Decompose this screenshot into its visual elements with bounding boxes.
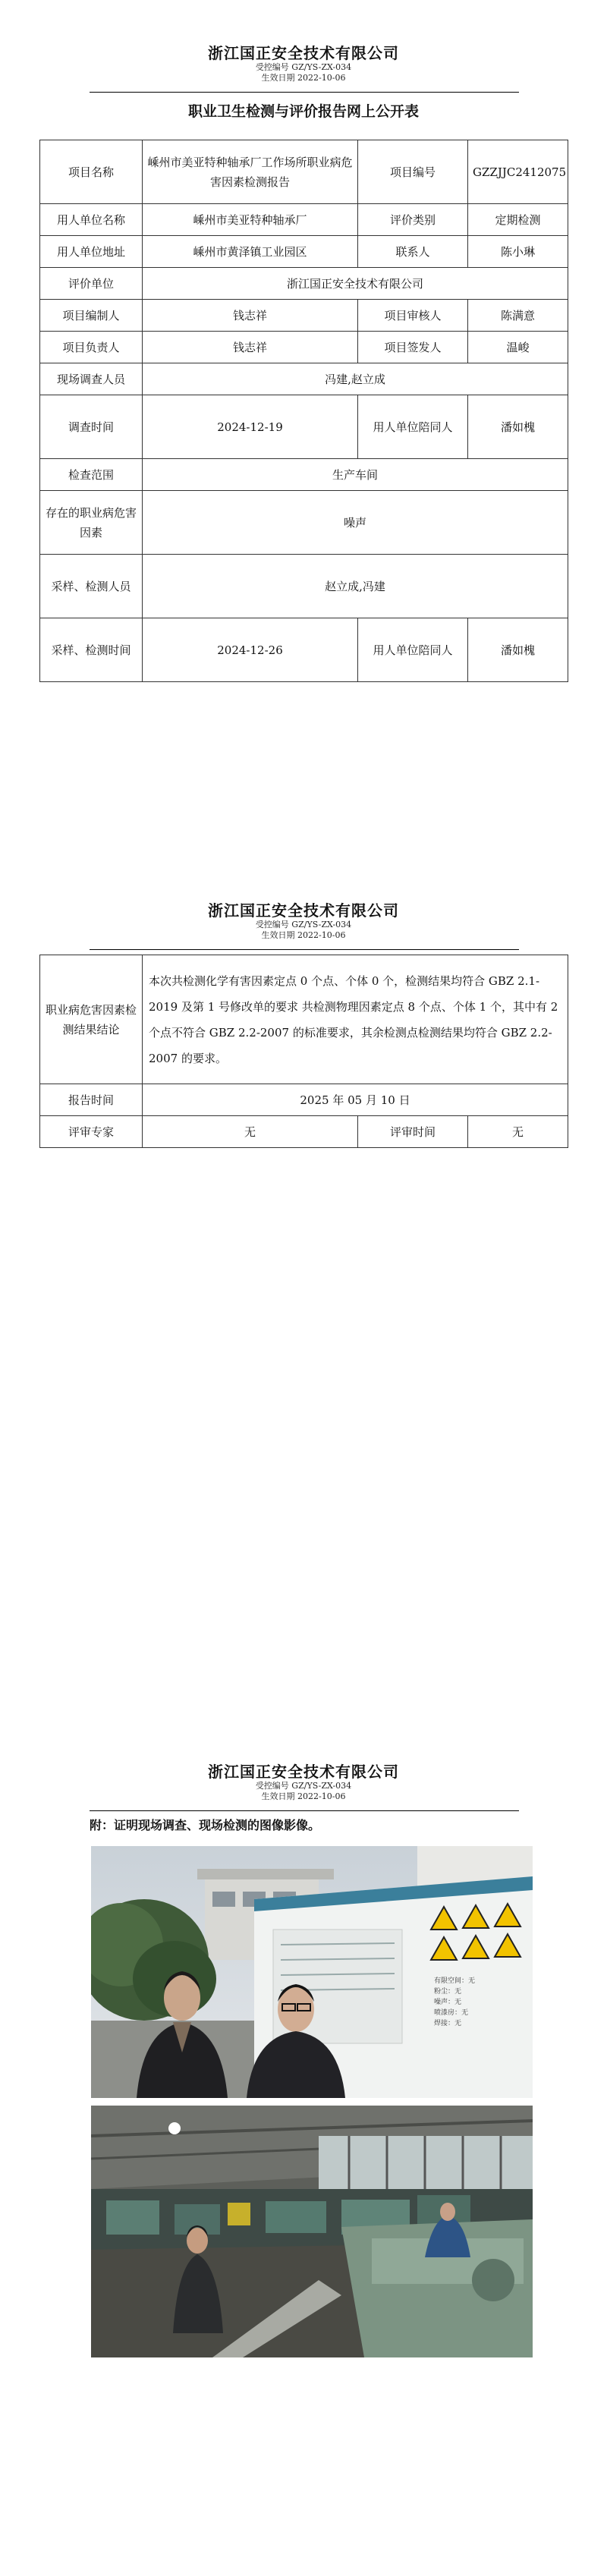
table-row	[40, 1116, 568, 1148]
cell-value: GZZJJC2412075	[468, 140, 568, 204]
cell-label: 检查范围	[40, 459, 143, 491]
cell-label: 项目名称	[40, 140, 143, 204]
cell-label: 评审时间	[358, 1116, 468, 1148]
cell-value: 温峻	[468, 332, 568, 363]
table-row	[40, 491, 568, 555]
cell-label: 评价类别	[358, 204, 468, 236]
cell-label: 用人单位地址	[40, 236, 143, 268]
table-row	[40, 555, 568, 618]
table-row	[40, 618, 568, 682]
cell-value: 嵊州市黄泽镇工业园区	[143, 236, 358, 268]
cell-label: 调查时间	[40, 395, 143, 459]
cell-label: 评审专家	[40, 1116, 143, 1148]
table-row	[40, 204, 568, 236]
header-rule	[90, 949, 519, 950]
cell-label: 用人单位名称	[40, 204, 143, 236]
cell-label: 项目审核人	[358, 300, 468, 332]
cell-value: 定期检测	[468, 204, 568, 236]
cell-value: 冯建,赵立成	[143, 363, 568, 395]
cell-label: 采样、检测人员	[40, 555, 143, 618]
cell-value: 赵立成,冯建	[143, 555, 568, 618]
document-title: 职业卫生检测与评价报告网上公开表	[187, 103, 419, 120]
table-row	[40, 300, 568, 332]
control-code: 受控编号 GZ/YS-ZX-034	[255, 1781, 352, 1791]
cell-label: 评价单位	[40, 268, 143, 300]
cell-value: 浙江国正安全技术有限公司	[143, 268, 568, 300]
cell-label: 项目编号	[358, 140, 468, 204]
sign-line: 焊接：无	[434, 2019, 462, 2027]
page-header	[0, 44, 607, 83]
cell-value: 生产车间	[143, 459, 568, 491]
cell-label: 项目编制人	[40, 300, 143, 332]
cell-label: 职业病危害因素检测结果结论	[40, 955, 143, 1084]
cell-value: 潘如槐	[468, 395, 568, 459]
company-name: 浙江国正安全技术有限公司	[208, 901, 399, 920]
cell-value: 陈小琳	[468, 236, 568, 268]
sign-line: 有限空间：无	[434, 1977, 476, 1984]
control-code: 受控编号 GZ/YS-ZX-034	[255, 62, 352, 72]
cell-value: 2024-12-19	[143, 395, 358, 459]
cell-value: 无	[143, 1116, 358, 1148]
cell-value: 钱志祥	[143, 332, 358, 363]
cell-label: 现场调查人员	[40, 363, 143, 395]
company-name: 浙江国正安全技术有限公司	[208, 1763, 399, 1781]
table-row	[40, 395, 568, 459]
table-row	[40, 140, 568, 204]
sign-line: 喷漆房：无	[434, 2008, 469, 2016]
table-row	[40, 459, 568, 491]
effective-date: 生效日期 2022-10-06	[261, 1791, 346, 1801]
site-detection-photo-image	[91, 2106, 533, 2357]
effective-date: 生效日期 2022-10-06	[261, 930, 346, 940]
table-row	[40, 955, 568, 1084]
page-header	[0, 1763, 607, 1802]
site-survey-photo	[91, 1846, 533, 2098]
cell-label: 项目签发人	[358, 332, 468, 363]
table-row	[40, 332, 568, 363]
cell-value: 钱志祥	[143, 300, 358, 332]
cell-value: 2024-12-26	[143, 618, 358, 682]
cell-value: 陈满意	[468, 300, 568, 332]
cell-label: 用人单位陪同人	[358, 618, 468, 682]
header-rule	[90, 1810, 519, 1811]
cell-label: 用人单位陪同人	[358, 395, 468, 459]
table-row	[40, 268, 568, 300]
cell-value: 嵊州市美亚特种轴承厂工作场所职业病危害因素检测报告	[143, 140, 358, 204]
effective-date: 生效日期 2022-10-06	[261, 73, 346, 83]
table-row	[40, 236, 568, 268]
sign-line: 噪声：无	[434, 1998, 462, 2005]
page-header	[0, 901, 607, 941]
company-name: 浙江国正安全技术有限公司	[208, 44, 399, 62]
site-survey-photo-image	[91, 1846, 533, 2098]
control-code: 受控编号 GZ/YS-ZX-034	[255, 920, 352, 929]
cell-value: 无	[468, 1116, 568, 1148]
cell-label: 存在的职业病危害因素	[40, 491, 143, 555]
cell-value: 2025 年 05 月 10 日	[143, 1084, 568, 1116]
info-table	[39, 140, 568, 682]
cell-label: 项目负责人	[40, 332, 143, 363]
header-rule	[90, 92, 519, 93]
table-row	[40, 363, 568, 395]
sign-line: 粉尘：无	[434, 1987, 462, 1995]
cell-value: 嵊州市美亚特种轴承厂	[143, 204, 358, 236]
cell-value: 潘如槐	[468, 618, 568, 682]
site-detection-photo	[91, 2106, 533, 2357]
cell-label: 报告时间	[40, 1084, 143, 1116]
conclusion-table	[39, 955, 568, 1148]
cell-label: 联系人	[358, 236, 468, 268]
appendix-note: 附：证明现场调查、现场检测的图像影像。	[90, 1818, 321, 1832]
table-row	[40, 1084, 568, 1116]
cell-label: 采样、检测时间	[40, 618, 143, 682]
cell-value: 噪声	[143, 491, 568, 555]
conclusion-text: 本次共检测化学有害因素定点 0 个点、个体 0 个，检测结果均符合 GBZ 2.1-2019 及第 1 号修改单的要求 共检测物理因素定点 8 个点、个体 1 个，其中有 2 个点不符合 GBZ 2.2-2007 的标准要求，其余检测点检测结果均符合 GBZ 2.2-2007 的要求。	[143, 955, 568, 1084]
